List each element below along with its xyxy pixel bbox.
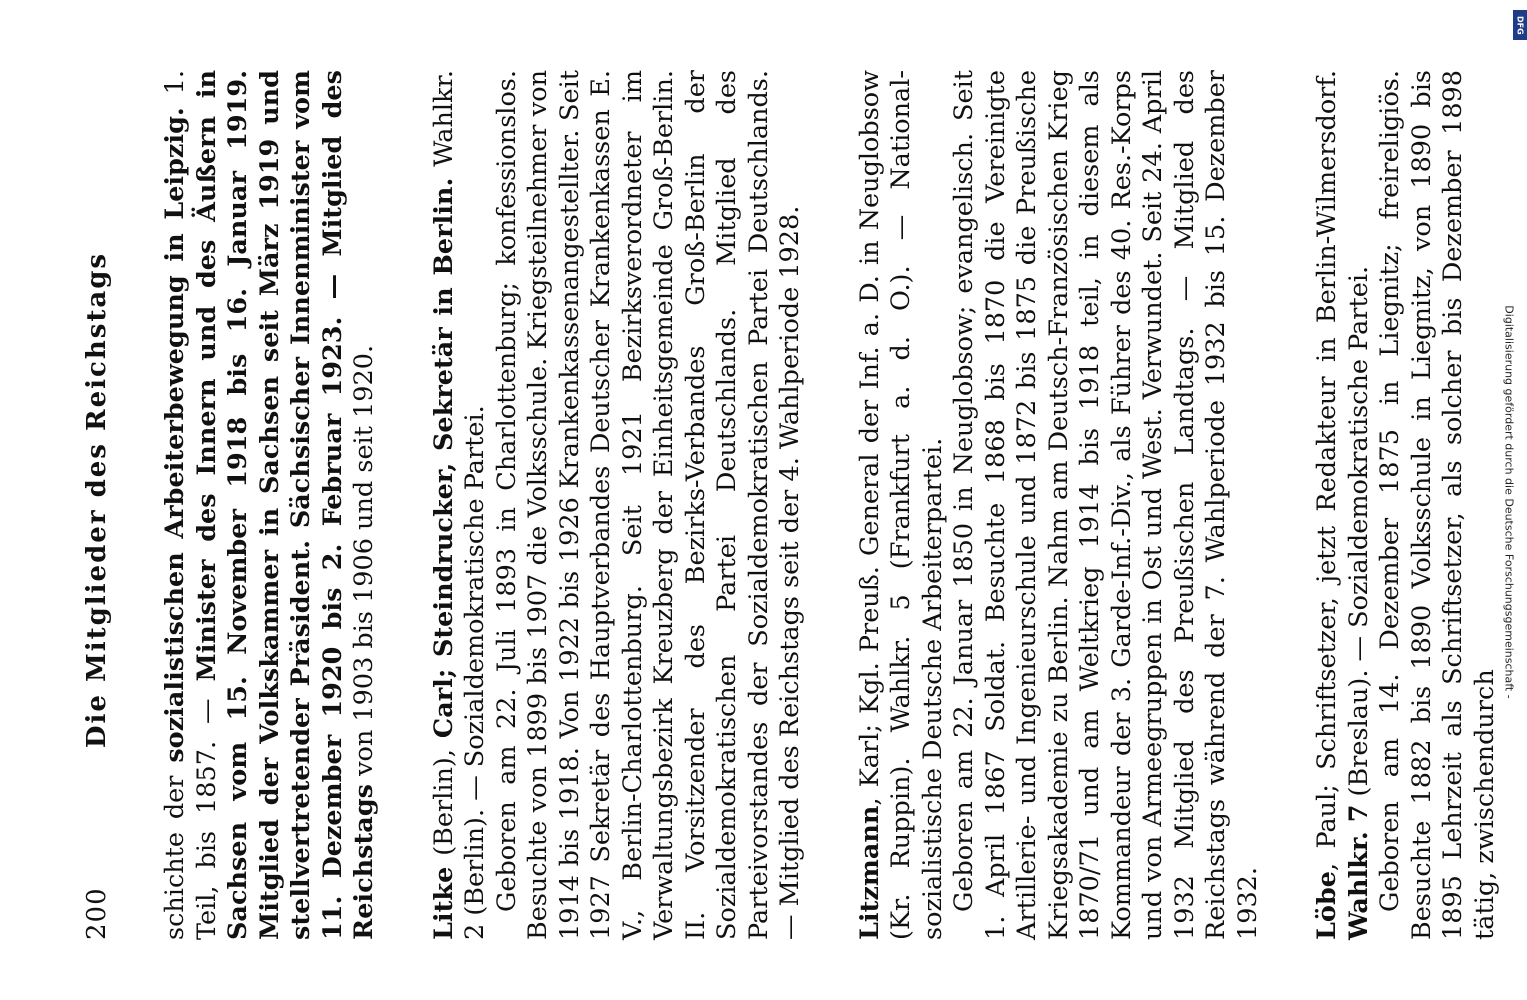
digitization-credit	[1494, 12, 1524, 992]
text-column	[160, 70, 1527, 940]
entry-intro	[855, 70, 950, 940]
entry-name: Löbe	[1312, 871, 1342, 940]
running-title: Die Mitglieder des Reichstags	[82, 251, 112, 749]
page-header	[82, 0, 122, 1000]
credit-text: Digitalisierung gefördert durch die Deutsche Forschungsgemeinschaft -	[1502, 305, 1516, 699]
entry-name: Litzmann	[854, 805, 885, 940]
text-span-bold: Minister des Innern und des Äußern in Sachsen vom 15. November 1918 bis 16. Januar 1919. Mitglied der Volkskammer in Sachsen seit März 1919 und stellvertretender Präsident. Sächsischer Innenminister vom 11. Dezember 1920 bis 2. Februar 1923. — Mitglied des Reichstags	[191, 70, 379, 940]
entry-litzmann	[855, 70, 1265, 940]
entry-litke	[429, 70, 807, 940]
text-span: 1. Teil, bis 1857. —	[160, 69, 222, 940]
entry-intro-rest: Wahlkr. 2 (Berlin). — Sozialdemokratische Partei.	[428, 69, 490, 940]
entry-name: Litke	[428, 866, 459, 940]
text-span: schichte der	[160, 762, 190, 940]
text-span: von 1903 bis 1906 und seit 1920.	[349, 344, 379, 784]
entry-body: Geboren am 14. Dezember 1875 in Liegnitz; freireligiös. Besuchte 1882 bis 1890 Volksschule in Liegnitz, von 1890 bis 1895 Lehrzeit als Schriftsetzer, als solcher bis Dezember 1898 tätig, zwischendurch	[1375, 70, 1500, 940]
entry-intro-rest: (Breslau). — Sozialdemokratische Partei.	[1343, 265, 1374, 805]
dfg-logo: DFG	[1513, 10, 1527, 40]
entry-intro-bold: Carl; Steindrucker, Sekretär in Berlin.	[428, 177, 459, 739]
entry-intro	[1312, 70, 1375, 940]
entry-intro-text: , Paul; Schriftsetzer, jetzt Redakteur in Berlin-Wilmersdorf.	[1312, 70, 1342, 871]
entry-loebe	[1312, 70, 1501, 940]
entry-intro-text: , Karl; Kgl. Preuß. General der Inf. a. D. in Neuglobsow (Kr. Ruppin). Wahlkr. 5 (Frankfurt a. d. O.). — National-sozialistische Deutsche Arbeiterpartei.	[854, 70, 948, 940]
continuation-paragraph	[160, 70, 381, 940]
entry-intro	[429, 70, 492, 940]
text-span-bold: sozialistischen Arbeiterbewegung in Leipzig.	[160, 107, 190, 763]
entry-intro-text: (Berlin),	[428, 738, 459, 867]
entry-body: Geboren am 22. Januar 1850 in Neuglobsow; evangelisch. Seit 1. April 1867 Soldat. Besuchte 1868 bis 1870 die Vereinigte Artillerie- und Ingenieurschule und 1872 bis 1875 die Preußische Kriegsakademie zu Berlin. Nahm am Deutsch-Französischen Krieg 1870/71 und am Weltkrieg 1914 bis 1918 teil, in diesem als Kommandeur der 3. Garde-Inf.-Div., als Führer des 40. Res.-Korps und von Armeegruppen in Ost und West. Verwundet. Seit 24. April 1932 Mitglied des Preußischen Landtags. — Mitglied des Reichstags während der 7. Wahlperiode 1932 bis 15. Dezember 1932.	[949, 70, 1263, 940]
entry-body: Geboren am 22. Juli 1893 in Charlottenburg; konfessionslos. Besuchte von 1899 bis 1907 die Volksschule. Kriegsteilnehmer von 1914 bis 1918. Von 1922 bis 1926 Krankenkassenangestellter. Seit 1927 Sekretär des Hauptverbandes Deutscher Krankenkassen E. V., Berlin-Charlottenburg. Seit 1921 Bezirksverordneter im Verwaltungsbezirk Kreuzberg der Einheitsgemeinde Groß-Berlin. II. Vorsitzender des Bezirks-Verbandes Groß-Berlin der Sozialdemokratischen Partei Deutschlands. Mitglied des Parteivorstandes der Sozialdemokratischen Partei Deutschlands. — Mitglied des Reichstags seit der 4. Wahlperiode 1928.	[491, 70, 805, 940]
paragraph	[160, 70, 381, 940]
entry-intro-bold: Wahlkr. 7	[1343, 804, 1374, 940]
page-number: 200	[82, 887, 112, 940]
